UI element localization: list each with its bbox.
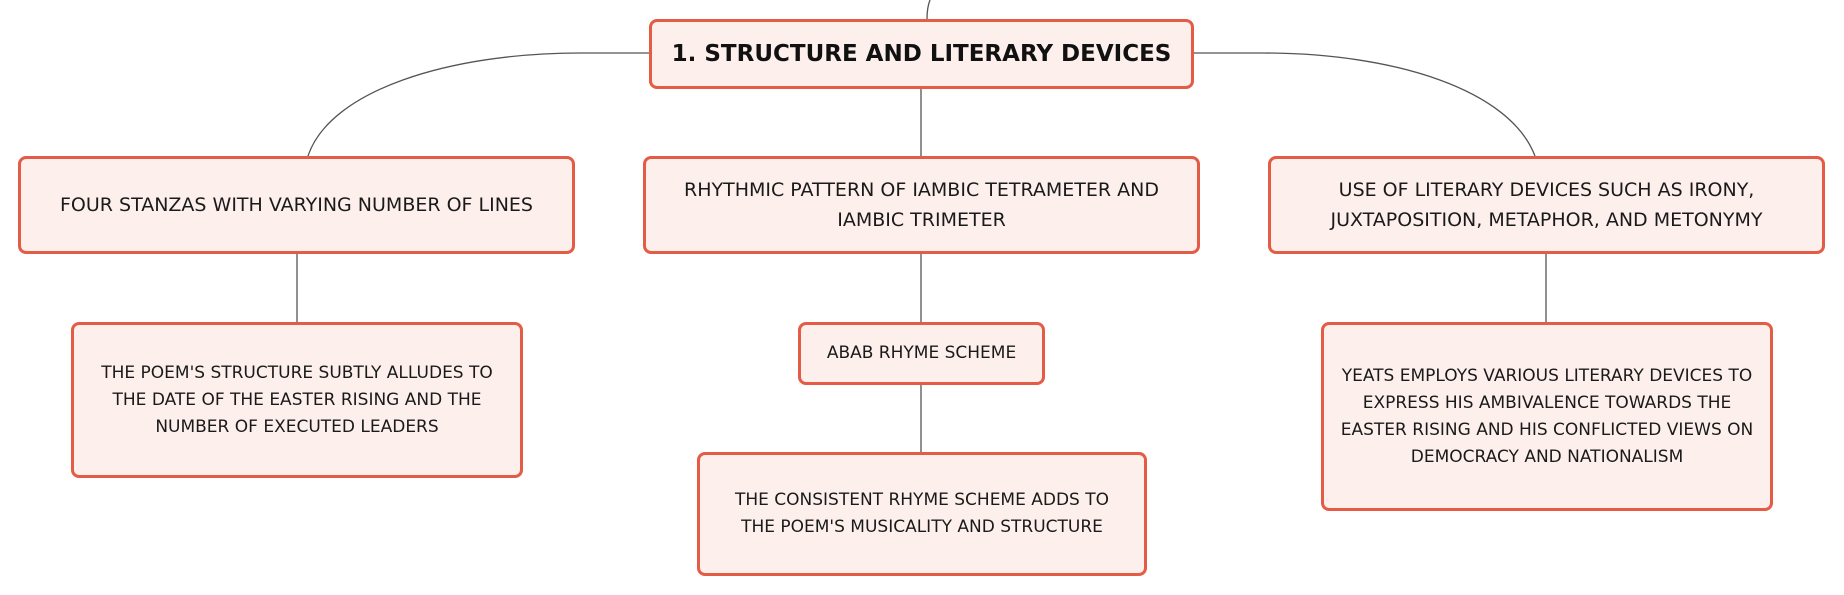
- branch-node-rhythm[interactable]: [643, 156, 1200, 254]
- child-node-rhyme-scheme[interactable]: [798, 322, 1045, 385]
- connector-incoming: [927, 0, 930, 19]
- branch-node-literary-devices[interactable]: [1268, 156, 1825, 254]
- root-node[interactable]: [649, 19, 1194, 89]
- branch-node-stanzas[interactable]: [18, 156, 575, 254]
- child-node-ambivalence[interactable]: [1321, 322, 1773, 511]
- branch-node-label: FOUR STANZAS WITH VARYING NUMBER OF LINES: [59, 194, 533, 216]
- root-node-label: 1. STRUCTURE AND LITERARY DEVICES: [671, 41, 1172, 67]
- branch-node-label: USE OF LITERARY DEVICES SUCH AS IRONY, JUXTAPOSITION, METAPHOR, AND METONYMY: [1330, 179, 1763, 231]
- child-node-label: YEATS EMPLOYS VARIOUS LITERARY DEVICES TO EXPRESS HIS AMBIVALENCE TOWARDS THE EASTER RISING AND HIS CONFLICTED VIEWS ON DEMOCRACY AND NATIONALISM: [1340, 365, 1754, 467]
- child-node-label: ABAB RHYME SCHEME: [826, 343, 1017, 363]
- branch-node-label: RHYTHMIC PATTERN OF IAMBIC TETRAMETER AND IAMBIC TRIMETER: [684, 179, 1159, 231]
- child-node-label: THE POEM'S STRUCTURE SUBTLY ALLUDES TO THE DATE OF THE EASTER RISING AND THE NUMBER OF EXECUTED LEADERS: [101, 362, 493, 437]
- child-node-structure-allusion[interactable]: [71, 322, 523, 478]
- child-node-label: THE CONSISTENT RHYME SCHEME ADDS TO THE POEM'S MUSICALITY AND STRUCTURE: [734, 490, 1110, 537]
- connector-root-right: [1194, 53, 1535, 156]
- connector-root-left: [308, 53, 649, 156]
- child-node-musicality[interactable]: [697, 452, 1147, 576]
